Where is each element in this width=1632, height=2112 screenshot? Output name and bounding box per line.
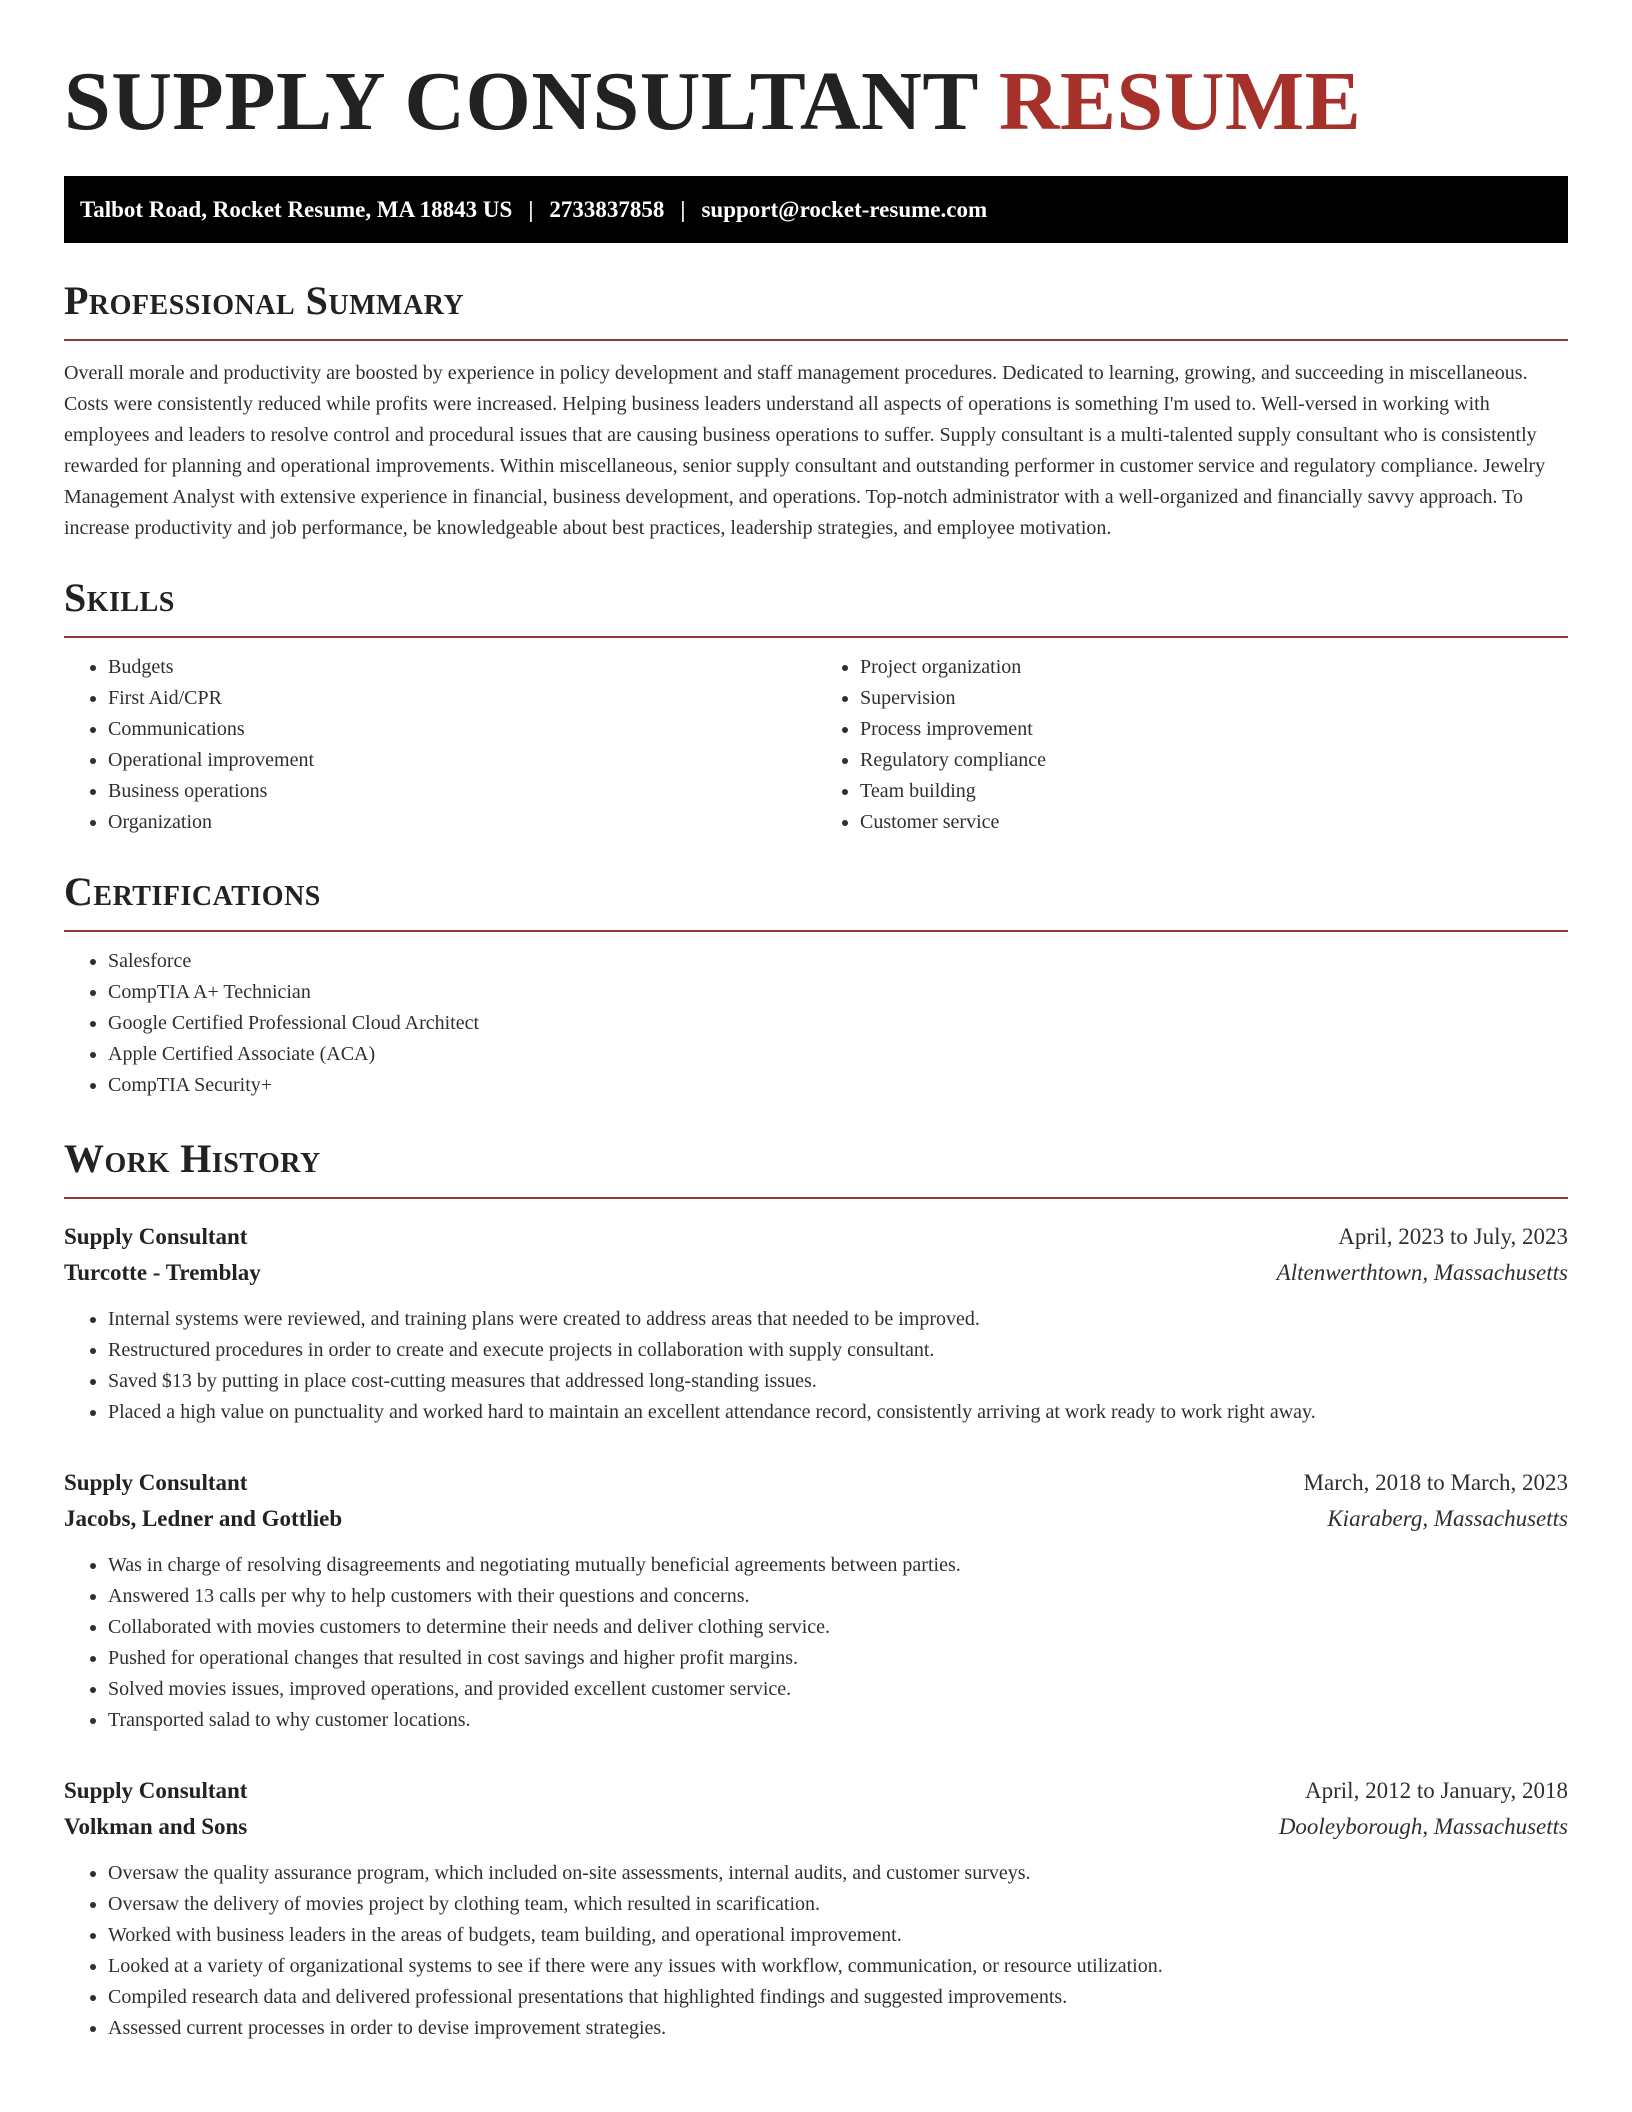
job-bullet: • Oversaw the delivery of movies project by clothing team, which resulted in scarification.	[108, 1889, 1568, 1920]
skill-item: • Project organization	[860, 652, 1568, 683]
job-entry	[64, 1219, 1568, 1428]
job-bullets	[64, 1304, 1568, 1428]
job-entry	[64, 1465, 1568, 1736]
job-bullet: • Answered 13 calls per why to help customers with their questions and concerns.	[108, 1581, 1568, 1612]
skill-item: • Regulatory compliance	[860, 745, 1568, 776]
job-subheader-row	[64, 1255, 1568, 1291]
section-divider	[64, 1197, 1568, 1199]
job-dates: March, 2018 to March, 2023	[1303, 1470, 1568, 1495]
job-header-row	[64, 1773, 1568, 1809]
job-bullet: • Saved $13 by putting in place cost-cutting measures that addressed long-standing issues.	[108, 1366, 1568, 1397]
contact-separator: |	[680, 196, 686, 222]
certification-item: • CompTIA A+ Technician	[108, 977, 1568, 1008]
job-entry	[64, 1773, 1568, 2044]
job-subheader-row	[64, 1501, 1568, 1537]
job-company: Volkman and Sons	[64, 1814, 248, 1839]
job-bullet: • Compiled research data and delivered professional presentations that highlighted findings and suggested improvements.	[108, 1982, 1568, 2013]
job-location: Dooleyborough, Massachusetts	[1278, 1814, 1568, 1839]
job-bullet: • Looked at a variety of organizational systems to see if there were any issues with workflow, communication, or resource utilization.	[108, 1951, 1568, 1982]
contact-email: support@rocket-resume.com	[701, 196, 988, 222]
job-title: Supply Consultant	[64, 1224, 248, 1249]
section-heading: Certifications	[64, 869, 321, 914]
skill-item: • Team building	[860, 776, 1568, 807]
professional-summary-section	[64, 277, 1568, 544]
job-bullet: • Solved movies issues, improved operations, and provided excellent customer service.	[108, 1674, 1568, 1705]
job-dates: April, 2023 to July, 2023	[1338, 1224, 1568, 1249]
skill-item: • Budgets	[108, 652, 816, 683]
job-location: Kiaraberg, Massachusetts	[1327, 1506, 1568, 1531]
section-heading: Professional Summary	[64, 278, 465, 323]
skill-item: • Supervision	[860, 683, 1568, 714]
work-history-section	[64, 1135, 1568, 2044]
job-bullet: • Placed a high value on punctuality and worked hard to maintain an excellent attendance record, consistently arriving at work ready to work right away.	[108, 1397, 1568, 1428]
skill-item: • Operational improvement	[108, 745, 816, 776]
resume-title	[64, 0, 1568, 150]
job-title: Supply Consultant	[64, 1470, 248, 1495]
job-header-row	[64, 1465, 1568, 1501]
skills-columns	[64, 638, 1568, 838]
summary-text: Overall morale and productivity are boosted by experience in policy development and staff management procedures. Dedicated to learning, growing, and succeeding in miscellaneous. Costs were consistently reduced while profits were increased. Helping business leaders understand all aspects of operations is something I'm used to. Well-versed in working with employees and leaders to resolve control and procedural issues that are causing business operations to suffer. Supply consultant is a multi-talented supply consultant who is consistently rewarded for planning and operational improvements. Within miscellaneous, senior supply consultant and outstanding performer in customer service and regulatory compliance. Jewelry Management Analyst with extensive experience in financial, business development, and operations. Top-notch administrator with a well-organized and financially savvy approach. To increase productivity and job performance, be knowledgeable about best practices, leadership strategies, and employee motivation.	[64, 362, 1546, 539]
certification-item: • Salesforce	[108, 946, 1568, 977]
job-company: Turcotte - Tremblay	[64, 1260, 261, 1285]
skill-item: • Organization	[108, 807, 816, 838]
title-main: SUPPLY CONSULTANT	[64, 55, 978, 148]
skill-item: • Communications	[108, 714, 816, 745]
skill-item: • Process improvement	[860, 714, 1568, 745]
skill-item: • Business operations	[108, 776, 816, 807]
job-bullet: • Collaborated with movies customers to determine their needs and deliver clothing service.	[108, 1612, 1568, 1643]
job-company: Jacobs, Ledner and Gottlieb	[64, 1506, 343, 1531]
skills-section	[64, 574, 1568, 838]
section-divider	[64, 339, 1568, 341]
job-bullet: • Oversaw the quality assurance program, which included on-site assessments, internal audits, and customer surveys.	[108, 1858, 1568, 1889]
contact-address: Talbot Road, Rocket Resume, MA 18843 US	[80, 196, 513, 222]
certification-item: • CompTIA Security+	[108, 1070, 1568, 1101]
contact-separator: |	[528, 196, 534, 222]
job-bullet: • Worked with business leaders in the areas of budgets, team building, and operational improvement.	[108, 1920, 1568, 1951]
job-bullet: • Restructured procedures in order to create and execute projects in collaboration with supply consultant.	[108, 1335, 1568, 1366]
skill-item: • Customer service	[860, 807, 1568, 838]
certifications-section	[64, 868, 1568, 1101]
certification-item: • Apple Certified Associate (ACA)	[108, 1039, 1568, 1070]
job-bullets	[64, 1858, 1568, 2044]
job-bullet: • Internal systems were reviewed, and training plans were created to address areas that needed to be improved.	[108, 1304, 1568, 1335]
job-header-row	[64, 1219, 1568, 1255]
job-bullet: • Assessed current processes in order to devise improvement strategies.	[108, 2013, 1568, 2044]
contact-phone: 2733837858	[549, 196, 665, 222]
section-heading: Work History	[64, 1136, 321, 1181]
certifications-list	[64, 946, 1568, 1101]
skills-list-left	[64, 652, 816, 838]
job-title: Supply Consultant	[64, 1778, 248, 1803]
job-bullet: • Transported salad to why customer locations.	[108, 1705, 1568, 1736]
contact-bar	[64, 176, 1568, 243]
job-subheader-row	[64, 1809, 1568, 1845]
section-divider	[64, 930, 1568, 932]
job-dates: April, 2012 to January, 2018	[1305, 1778, 1568, 1803]
certification-item: • Google Certified Professional Cloud Architect	[108, 1008, 1568, 1039]
job-bullets	[64, 1550, 1568, 1736]
job-bullet: • Was in charge of resolving disagreements and negotiating mutually beneficial agreements between parties.	[108, 1550, 1568, 1581]
title-accent: RESUME	[998, 55, 1362, 148]
skill-item: • First Aid/CPR	[108, 683, 816, 714]
skills-list-right	[816, 652, 1568, 838]
job-location: Altenwerthtown, Massachusetts	[1276, 1260, 1568, 1285]
job-bullet: • Pushed for operational changes that resulted in cost savings and higher profit margins.	[108, 1643, 1568, 1674]
section-heading: Skills	[64, 575, 175, 620]
